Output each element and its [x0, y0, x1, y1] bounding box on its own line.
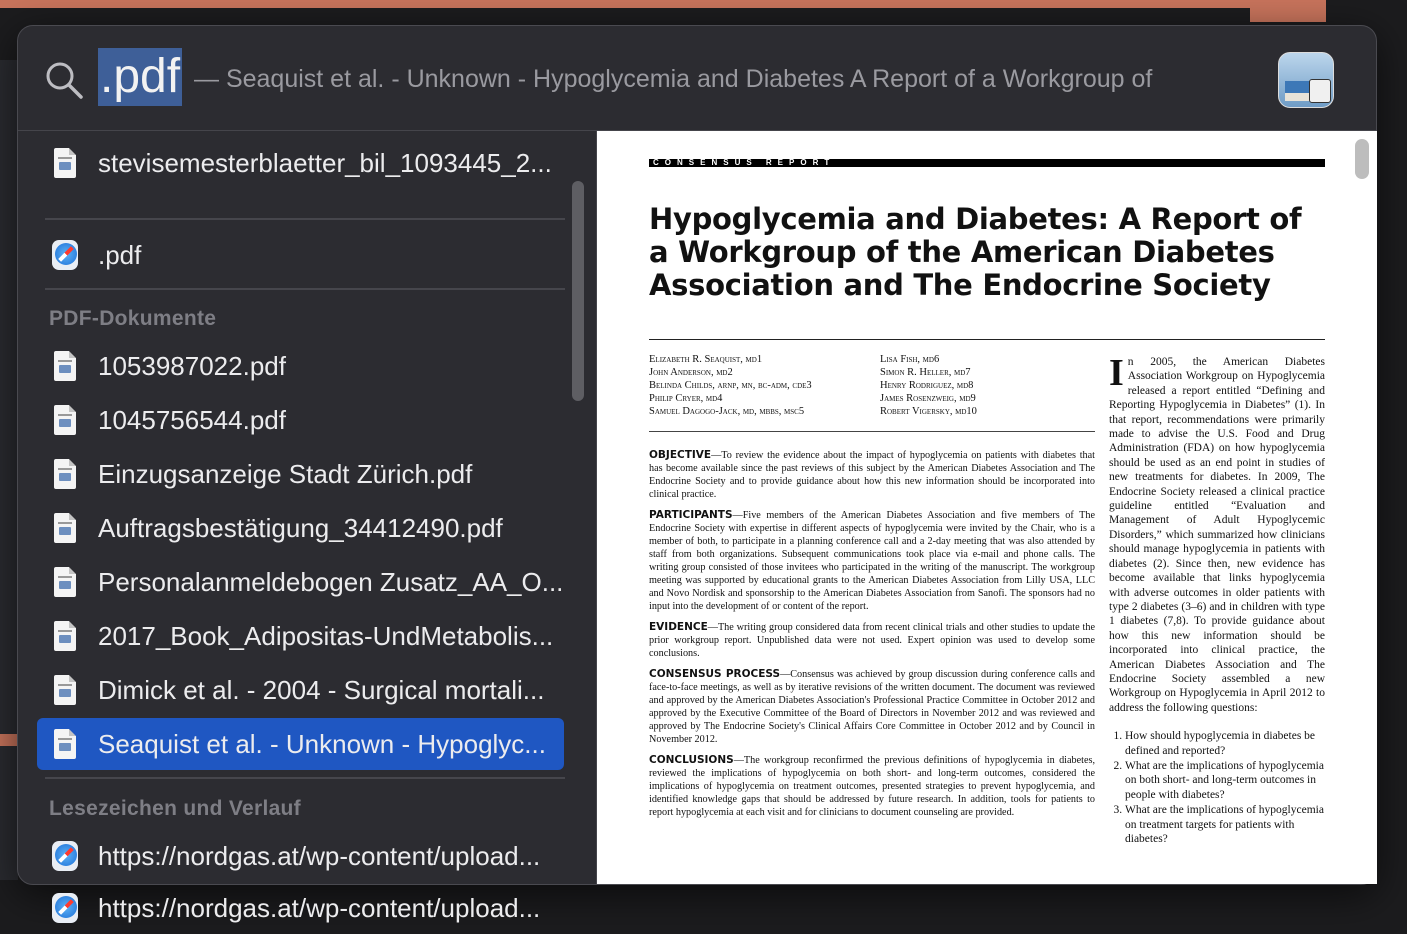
list-item-label: https://nordgas.at/wp-content/upload...: [98, 892, 541, 923]
pdf-document-icon: [52, 729, 78, 759]
body-text: In 2005, the American Diabetes Association Workgroup on Hypoglycemia released a report entitled “Defining and Reporting Hypoglycemia in Diabetes” (1). In that report, recommendations were primarily made to advise the U.S. Food and Drug Administration (FDA) on how hypoglycemia should be used as an end point in studies of new treatments for diabetes. In 2009, The Endocrine Society released a clinical practice guideline entitled “Evaluation and Management of Adult Hypoglycemic Disorders,” which summarized how clinicians should manage hypoglycemia in patients with diabetes (2). Since then, new evidence has become available that links hypoglycemia with adverse outcomes in older patients with type 2 diabetes (3–6) and in children with type 1 diabetes (7,8). To provide guidance about how this new information should be incorporated into clinical practice, the American Diabetes Association and The Endocrine Society assembled a new Workgroup on Hypoglycemia in April 2012 to address the following questions: 1. How should hypoglycemia in diabetes be defined and reported? 2. What are the implications of hypoglycemia on both short- and long-term outcomes in people with diabetes? 3. What are the implications of hypoglycemia on treatment targets for patients with diabetes?: [1109, 355, 1325, 847]
section-header-pdf: PDF-Dokumente: [49, 307, 217, 330]
list-item[interactable]: [37, 664, 564, 716]
author-list-left: Elizabeth R. Seaquist, md1 John Anderson, md2 Belinda Childs, arnp, mn, bc-adm, cde3 Philip Cryer, md4 Samuel Dagogo-Jack, md, mbbs, msc5: [649, 354, 812, 417]
document-preview[interactable]: [596, 131, 1377, 884]
desktop-background-window: [1250, 0, 1326, 22]
list-item-label: Seaquist et al. - Unknown - Hypoglyc...: [98, 728, 546, 759]
list-item[interactable]: [37, 394, 564, 446]
preview-scrollbar[interactable]: [1355, 139, 1369, 179]
list-item-label: Auftragsbestätigung_34412490.pdf: [98, 512, 503, 543]
list-item-label: https://nordgas.at/wp-content/upload...: [98, 840, 541, 871]
drop-cap: I: [1109, 352, 1124, 394]
list-item[interactable]: [37, 137, 564, 189]
pdf-document-icon: [52, 351, 78, 381]
list-item-label: stevisemesterblaetter_bil_1093445_2...: [98, 147, 552, 178]
list-item-label: Dimick et al. - 2004 - Surgical mortali...: [98, 674, 545, 705]
pdf-document-icon: [52, 459, 78, 489]
pdf-document-icon: [52, 621, 78, 651]
divider: [649, 339, 1325, 340]
spotlight-window: [17, 25, 1377, 923]
desktop-background: [0, 0, 1326, 8]
list-item[interactable]: [37, 229, 564, 281]
list-item[interactable]: [37, 882, 564, 934]
divider: [649, 431, 1095, 432]
divider: [45, 288, 565, 290]
search-bar: [18, 26, 1376, 131]
safari-icon: [52, 240, 78, 270]
preview-app-icon[interactable]: [1278, 52, 1334, 108]
pdf-document-icon: [52, 148, 78, 178]
desktop-background-band: [0, 734, 18, 746]
list-item-label: 2017_Book_Adipositas-UndMetabolis...: [98, 620, 554, 651]
list-item[interactable]: [37, 340, 564, 392]
results-list[interactable]: [18, 131, 596, 923]
desktop-background-left: [0, 60, 18, 880]
list-item-label: .pdf: [98, 239, 142, 270]
author-list-right: Lisa Fish, md6 Simon R. Heller, md7 Henry Rodriguez, md8 James Rosenzweig, md9 Robert Vigersky, md10: [880, 354, 977, 417]
safari-icon: [52, 893, 78, 923]
list-item[interactable]: [37, 502, 564, 554]
divider: [45, 218, 565, 220]
search-icon: [44, 60, 84, 100]
section-header-bookmarks: Lesezeichen und Verlauf: [49, 797, 301, 820]
divider: [45, 777, 565, 779]
safari-icon: [52, 841, 78, 871]
pdf-document-icon: [52, 567, 78, 597]
list-item[interactable]: [37, 830, 564, 882]
pdf-document-icon: [52, 405, 78, 435]
list-item-selected[interactable]: [37, 718, 564, 770]
abstract: OBJECTIVE—To review the evidence about the impact of hypoglycemia on patients with diabetes that has become available since the past reviews of this subject by the American Diabetes Association and The Endocrine Society and to provide guidance about how this new information should be incorporated into clinical practice. PARTICIPANTS—Five members of the American Diabetes Association and five members of The Endocrine Society with expertise in different aspects of hypoglycemia were invited by the Chair, who is a member of both, to participate in a planning conference call and a 2-day meeting that was also attended by staff from both organizations. Subsequent communications took place via e-mail and phone calls. The writing group consisted of those invitees who participated in the writing of the manuscript. The workgroup meeting was supported by educational grants to the American Diabetes Association from Lilly USA, LLC and Novo Nordisk and sponsorship to the American Diabetes Association from Sanofi. The sponsors had no input into the development of or content of the report. EVIDENCE—The writing group considered data from recent clinical trials and other studies to update the prior workgroup report. Unpublished data were not used. Expert opinion was used to develop some conclusions. CONSENSUS PROCESS—Consensus was achieved by group discussion during conference calls and face-to-face meetings, as well as by iterative revisions of the written document. The document was reviewed and approved by the American Diabetes Association's Professional Practice Committee in October 2012 and approved by the Executive Committee of the Board of Directors in November 2012 and was reviewed and approved by The Endocrine Society's Clinical Affairs Core Committee in October 2012 and by Council in November 2012. CONCLUSIONS—The workgroup reconfirmed the previous definitions of hypoglycemia in diabetes, reviewed the implications of hypoglycemia on both short- and long-term outcomes, considered the implications of hypoglycemia on treatment outcomes, presented strategies to prevent hypoglycemia, and identified knowledge gaps that should be addressed by future research. In addition, tools for patients to report hypoglycemia at each visit and for clinicians to document counseling are provided.: [649, 449, 1095, 818]
question-list: 1. How should hypoglycemia in diabetes be defined and reported? 2. What are the implications of hypoglycemia on both short- and long-term outcomes in people with diabetes? 3. What are the implications of hypoglycemia on treatment targets for patients with diabetes?: [1109, 729, 1325, 846]
list-item[interactable]: [37, 448, 564, 500]
document-title: Hypoglycemia and Diabetes: A Report of a Workgroup of the American Diabetes Association and The Endocrine Society: [649, 202, 1302, 302]
search-completion-hint: — Seaquist et al. - Unknown - Hypoglycemia and Diabetes A Report of a Workgroup of: [194, 65, 1153, 93]
list-item-label: 1053987022.pdf: [98, 350, 286, 381]
list-item-label: Einzugsanzeige Stadt Zürich.pdf: [98, 458, 473, 489]
results-scrollbar[interactable]: [572, 181, 584, 401]
list-item[interactable]: [37, 610, 564, 662]
list-item-label: 1045756544.pdf: [98, 404, 286, 435]
pdf-document-icon: [52, 513, 78, 543]
search-input[interactable]: .pdf: [98, 48, 182, 106]
pdf-document-icon: [52, 675, 78, 705]
report-banner: CONSENSUS REPORT: [649, 159, 1325, 167]
list-item-label: Personalanmeldebogen Zusatz_AA_O...: [98, 566, 564, 597]
list-item[interactable]: [37, 556, 564, 608]
